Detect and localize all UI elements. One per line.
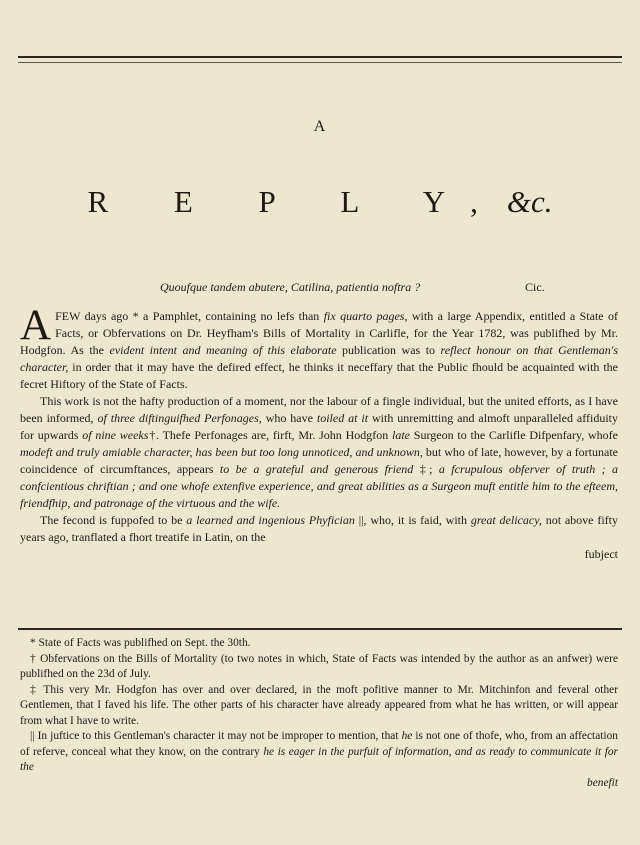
italic-run: reflect honour on that Gentleman's character, [20,343,619,374]
footnote-3: ‡ This very Mr. Hodgfon has over and over declared, in the moft pofitive manner to Mr. Mitchinfon and feveral other Gentlemen, that I faved his life. The other parts of his character have already appeared from what he has written, or will appear from what I have to write. [20,683,618,727]
italic-run: to be a grateful and generous friend [219,462,414,476]
footnote-4 [20,729,618,776]
italic-run: evident intent and meaning of this elaborate [109,343,337,357]
text-run: ‡; [413,462,439,476]
paragraph-2 [20,393,618,512]
text-run: This work is not the hafty production of a moment, nor the labour of a fingle individual, but the united efforts, as I have been informed, [20,394,618,425]
epigraph: Quoufque tandem abutere, Catilina, patientia noftra ? [160,280,421,294]
text-run: in order that it may have the defired effect, he thinks it neceffary that the Public fhould be acquainted with the fecret Hiftory of the State of Facts. [20,360,618,391]
text-run: The fecond is fuppofed to be [40,513,187,527]
italic-run: he [401,730,413,742]
main-text [20,302,619,563]
text-run: with a large Appendix, entitled a State of Facts, or Obfervations on Dr. Heyfham's Bills of Mortality in Carlifle, for the Year 1782, was publifhed by Mr. Hodgfon. As the [20,309,618,357]
page-title [0,184,640,220]
footnotes [20,636,618,791]
footnote-2: † Obfervations on the Bills of Mortality (to two notes in which, State of Facts was intended by the author as an anfwer) were publifhed on the 23d of July. [20,652,618,680]
italic-run: of three diftinguifhed Perfonages, [97,411,262,425]
italic-run: he is eager in the purfuit of information, and as ready to communicate it for the [20,745,618,773]
italic-run: a fcrupulous obferver of truth ; a confcientious chriftian ; and one whofe extenfive experience, and great abilities as a Surgeon muft entitle him to the efteem, friendfhip, and patronage of the virtuous and the wife. [20,462,619,510]
text-run: || In juftice to this Gentleman's character it may not be improper to mention, that [30,730,402,742]
epigraph-attribution: Cic. [525,280,545,294]
heading-article: A [313,118,327,135]
text-run: not above fifty years ago, tranflated a fhort treatife in Latin, on the [20,513,618,544]
text-run: †. Thefe Perfonages are, firft, Mr. John Hodgfon [148,428,393,442]
text-run: is not one of thofe, who, from an affectation of referve, conceal what they know, on the contrary [20,730,618,758]
italic-run: of nine weeks [82,428,149,442]
text-run: Surgeon to the Carlifle Difpenfary, whofe [410,428,618,442]
footnote-catchword: benefit [587,776,618,789]
italic-run: modeft and truly amiable character, has been but too long unnoticed, and unknown, [20,445,423,459]
drop-cap: A [20,302,52,349]
footnote-1: * State of Facts was publifhed on Sept. the 30th. [30,637,251,649]
paragraph-3 [20,512,618,546]
text-run: ||, who, it is faid, with [354,513,471,527]
paragraph-1 [20,302,619,393]
catchword: fubject [584,547,618,561]
italic-run: a learned and ingenious Phyfician [186,513,355,527]
text-run: but who of late, however, by a fortunate coincidence of circumftances, appears [20,445,619,476]
text-run: with unremitting and almoft unparalleled affiduity for upwards [20,411,618,442]
title-etc: &c. [506,184,553,219]
italic-run: great delicacy, [470,513,542,527]
top-double-rule [18,56,622,58]
text-run: publication was to [336,343,441,357]
text-run: who have [261,411,317,425]
footnote-rule [18,628,622,630]
italic-run: late [392,428,411,442]
top-thin-rule [18,62,622,63]
text-run: FEW days ago * a Pamphlet, containing no lefs than [55,309,324,323]
italic-run: toiled at it [316,411,369,425]
title-word: R E P L Y, [87,184,507,219]
italic-run: fix quarto pages, [323,309,408,323]
